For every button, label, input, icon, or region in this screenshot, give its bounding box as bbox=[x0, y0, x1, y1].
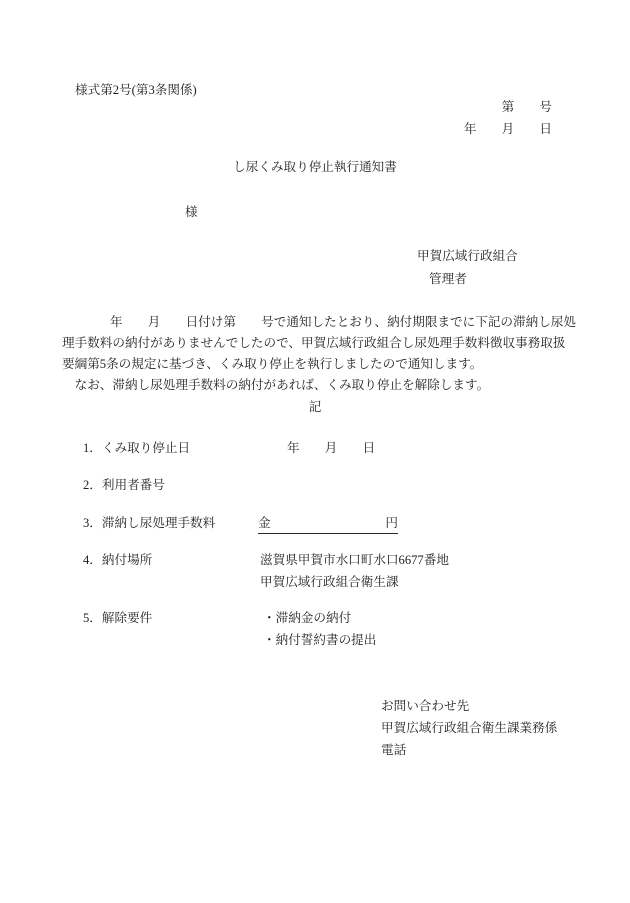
release-condition-2: ・納付誓約書の提出 bbox=[263, 633, 377, 647]
contact-phone-label: 電話 bbox=[381, 743, 407, 757]
payment-place-office: 甲賀広域行政組合衛生課 bbox=[260, 575, 399, 589]
item-3-number: 3． bbox=[83, 516, 102, 530]
item-2-label: 利用者番号 bbox=[101, 478, 165, 492]
item-1-label: くみ取り停止日 bbox=[101, 441, 191, 455]
sender-title: 管理者 bbox=[429, 272, 467, 286]
issue-date-blank: 年 月 日 bbox=[463, 122, 552, 136]
item-3-amount-field bbox=[258, 515, 398, 534]
body-line-3: 要綱第5条の規定に基づき、くみ取り停止を執行しましたので通知します。 bbox=[62, 357, 483, 371]
item-3-label: 滞納し尿処理手数料 bbox=[101, 516, 216, 530]
form-number: 様式第2号(第3条関係) bbox=[75, 83, 197, 97]
sender-organization: 甲賀広域行政組合 bbox=[417, 249, 518, 263]
item-5-row bbox=[83, 610, 152, 626]
contact-department: 甲賀広域行政組合衛生課業務係 bbox=[381, 721, 558, 735]
body-line-2: 理手数料の納付がありませんでしたので、甲賀広域行政組合し尿処理手数料徴収事務取扱 bbox=[62, 336, 566, 350]
item-5-label: 解除要件 bbox=[101, 611, 153, 625]
payment-place-address: 滋賀県甲賀市水口町水口6677番地 bbox=[260, 553, 449, 567]
item-4-label: 納付場所 bbox=[101, 553, 153, 567]
release-condition-1: ・滞納金の納付 bbox=[263, 611, 352, 625]
item-3-row bbox=[83, 515, 215, 531]
item-1-number: 1． bbox=[83, 441, 102, 455]
item-1-row bbox=[83, 440, 190, 456]
record-marker: 記 bbox=[308, 400, 322, 414]
body-line-1: 年 月 日付け第 号で通知したとおり、納付期限までに下記の滞納し尿処 bbox=[110, 315, 576, 329]
addressee-honorific: 様 bbox=[185, 205, 198, 219]
body-line-4: なお、滞納し尿処理手数料の納付があれば、くみ取り停止を解除します。 bbox=[62, 378, 490, 392]
amount-underline bbox=[258, 515, 398, 534]
item-5-number: 5． bbox=[83, 611, 102, 625]
amount-prefix: 金 bbox=[258, 516, 271, 530]
item-1-value-date-blank: 年 月 日 bbox=[287, 441, 376, 455]
document-number-blank: 第 号 bbox=[501, 100, 552, 114]
item-2-number: 2． bbox=[83, 478, 102, 492]
item-4-number: 4． bbox=[83, 553, 102, 567]
amount-suffix: 円 bbox=[385, 516, 398, 530]
item-2-row bbox=[83, 477, 165, 493]
document-title: し尿くみ取り停止執行通知書 bbox=[233, 160, 397, 174]
contact-heading: お問い合わせ先 bbox=[381, 699, 470, 713]
item-4-row bbox=[83, 552, 152, 568]
